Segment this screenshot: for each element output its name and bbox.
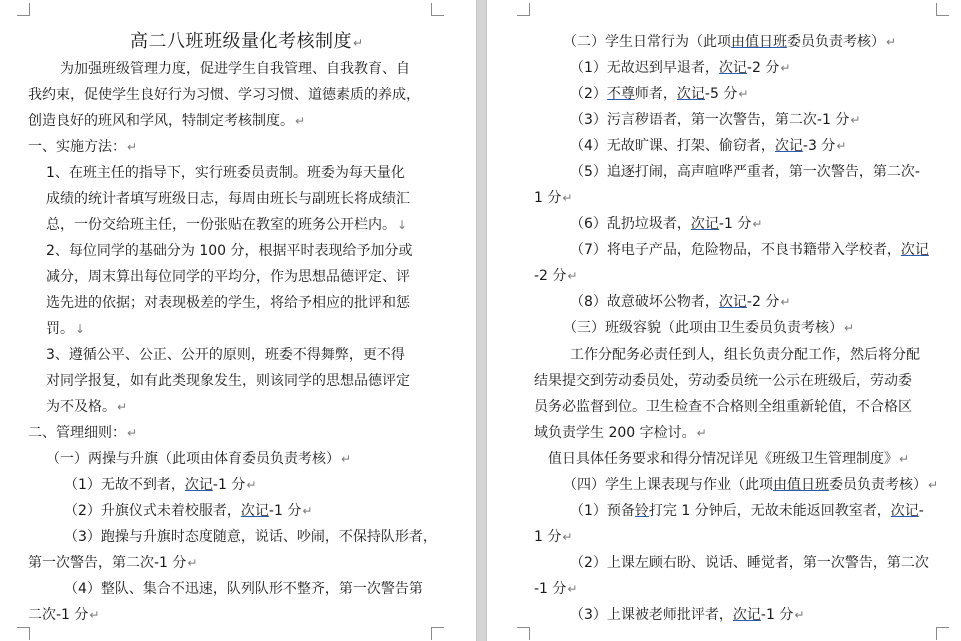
paragraph-mark: ↵ bbox=[899, 452, 910, 466]
text-line[interactable] bbox=[534, 397, 912, 417]
line-text: -1 分 bbox=[534, 581, 567, 597]
text-line[interactable] bbox=[570, 162, 920, 182]
line-text: 结果提交到劳动委员处，劳动委员统一公示在班级后，劳动委 bbox=[534, 373, 912, 389]
text-line[interactable] bbox=[570, 84, 748, 104]
paragraph-mark: ↓ bbox=[397, 218, 408, 232]
underlined-text: 铃 bbox=[634, 503, 649, 519]
text-line[interactable] bbox=[46, 267, 410, 287]
line-text: 第一次警告，第二次-1 分 bbox=[28, 555, 187, 571]
underlined-text: 次记 bbox=[890, 503, 919, 519]
line-text: （二）学生日常行为（此项 bbox=[563, 34, 731, 50]
paragraph-mark: ↵ bbox=[850, 113, 861, 127]
line-text: 工作分配务必责任到人，组长负责分配工作，然后将分配 bbox=[570, 347, 920, 363]
paragraph-mark: ↵ bbox=[836, 139, 847, 153]
underlined-text: 不尊 bbox=[606, 86, 635, 102]
text-line[interactable] bbox=[534, 579, 577, 599]
paragraph-mark: ↵ bbox=[844, 321, 855, 335]
line-text: （7）将电子产品，危险物品，不良书籍带入学校者， bbox=[570, 242, 901, 258]
paragraph-mark: ↵ bbox=[780, 295, 791, 309]
paragraph-mark: ↵ bbox=[187, 556, 198, 570]
line-text: 对同学报复，如有此类现象发生，则该同学的思想品德评定 bbox=[46, 373, 410, 389]
text-line[interactable] bbox=[46, 163, 405, 183]
paragraph-mark: ↵ bbox=[117, 400, 128, 414]
line-text: （1）预备 bbox=[570, 503, 635, 519]
line-text: 总，一份交给班主任，一份张贴在教室的班务公开栏内。 bbox=[46, 217, 396, 233]
text-line[interactable] bbox=[570, 345, 920, 365]
line-text: 1 分 bbox=[534, 529, 562, 545]
text-line[interactable] bbox=[563, 32, 896, 52]
line-text: 选先进的依据；对表现极差的学生，将给予相应的批评和惩 bbox=[46, 295, 410, 311]
line-text: 值日具体任务要求和得分情况详见《班级卫生管理制度》 bbox=[548, 451, 898, 467]
paragraph-mark: ↵ bbox=[127, 426, 138, 440]
text-line[interactable] bbox=[64, 501, 312, 521]
paragraph-mark: ↵ bbox=[794, 608, 805, 622]
line-text: -1 分 bbox=[212, 477, 246, 493]
line-text: 一、实施方法： bbox=[28, 139, 126, 155]
underlined-text: 次记 bbox=[240, 503, 269, 519]
line-text: 2、每位同学的基础分为 100 分，根据平时表现给予加分或 bbox=[46, 243, 413, 259]
line-text: 域负责学生 200 字检讨。 bbox=[534, 425, 696, 441]
text-line[interactable] bbox=[64, 579, 423, 599]
line-text: 二次-1 分 bbox=[28, 607, 89, 623]
underlined-text: 次记 bbox=[718, 60, 747, 76]
text-line[interactable] bbox=[46, 397, 127, 417]
text-line[interactable] bbox=[570, 58, 790, 78]
line-text: 委员负责考核） bbox=[787, 34, 885, 50]
text-line[interactable] bbox=[534, 188, 572, 208]
line-text: （2） bbox=[570, 86, 607, 102]
line-text: （8）故意破坏公物者， bbox=[570, 294, 719, 310]
paragraph-mark: ↵ bbox=[295, 114, 306, 128]
paragraph-mark: ↵ bbox=[780, 61, 791, 75]
crop-mark bbox=[517, 627, 530, 640]
line-text: （四）学生上课表现与作业（此项 bbox=[563, 477, 773, 493]
line-text: -1 分 bbox=[268, 503, 302, 519]
line-text: 为不及格。 bbox=[46, 399, 116, 415]
text-line[interactable] bbox=[570, 501, 924, 521]
crop-mark bbox=[17, 3, 30, 16]
paragraph-mark: ↵ bbox=[886, 35, 897, 49]
text-line[interactable] bbox=[534, 371, 912, 391]
line-text: （3）上课被老师批评者， bbox=[570, 607, 733, 623]
text-line[interactable] bbox=[64, 527, 437, 547]
line-text: 师者， bbox=[634, 86, 677, 102]
underlined-text: 次记 bbox=[732, 607, 761, 623]
line-text: 成绩的统计者填写班级日志，每周由班长与副班长将成绩汇 bbox=[46, 191, 410, 207]
line-text: （6）乱扔垃圾者， bbox=[570, 216, 691, 232]
underlined-text: 次记 bbox=[718, 294, 747, 310]
text-line[interactable] bbox=[46, 189, 410, 209]
line-text: 创造良好的班风和学风，特制定考核制度。 bbox=[28, 113, 294, 129]
line-text: （3）跑操与升旗时态度随意，说话、吵闹，不保持队形者， bbox=[64, 529, 437, 545]
underlined-text: 由值日班 bbox=[731, 34, 787, 50]
text-line[interactable] bbox=[534, 527, 572, 547]
text-line[interactable] bbox=[534, 423, 707, 443]
paragraph-mark: ↵ bbox=[696, 426, 707, 440]
line-text: -5 分 bbox=[704, 86, 738, 102]
paragraph-mark: ↵ bbox=[246, 478, 257, 492]
crop-mark bbox=[517, 3, 530, 16]
line-text: 1 分 bbox=[534, 190, 562, 206]
document-title[interactable]: 高二八班班级量化考核制度↵ bbox=[130, 31, 364, 52]
line-text: （4）无故旷课、打架、偷窃者， bbox=[570, 138, 775, 154]
text-line[interactable] bbox=[28, 605, 99, 625]
line-text: -1 分 bbox=[760, 607, 794, 623]
underlined-text: 次记 bbox=[774, 138, 803, 154]
line-text: -2 分 bbox=[746, 60, 780, 76]
text-line[interactable] bbox=[46, 293, 410, 313]
line-text: （三）班级容貌（此项由卫生委员负责考核） bbox=[563, 320, 843, 336]
line-text: - bbox=[918, 503, 924, 519]
text-line[interactable] bbox=[60, 59, 410, 79]
text-line[interactable] bbox=[46, 215, 407, 235]
text-line[interactable] bbox=[563, 318, 854, 338]
line-text: （1）无故不到者， bbox=[64, 477, 185, 493]
text-line[interactable] bbox=[563, 475, 938, 495]
line-text: 3、遵循公平、公正、公开的原则，班委不得舞弊，更不得 bbox=[46, 347, 405, 363]
paragraph-mark: ↵ bbox=[341, 452, 352, 466]
paragraph-mark: ↵ bbox=[752, 217, 763, 231]
text-line[interactable] bbox=[570, 553, 929, 573]
paragraph-mark: ↓ bbox=[75, 322, 86, 336]
line-text: （5）追逐打闹，高声喧哗严重者，第一次警告，第二次- bbox=[570, 164, 920, 180]
line-text: （1）无故迟到早退者， bbox=[570, 60, 719, 76]
page-gap bbox=[476, 0, 487, 641]
line-text: 罚。 bbox=[46, 321, 74, 337]
paragraph-mark: ↵ bbox=[127, 140, 138, 154]
line-text: 二、管理细则： bbox=[28, 425, 126, 441]
underlined-text: 次记 bbox=[184, 477, 213, 493]
line-text: 1、在班主任的指导下，实行班委员责制。班委为每天量化 bbox=[46, 165, 405, 181]
line-text: 为加强班级管理力度，促进学生自我管理、自我教育、自 bbox=[60, 61, 410, 77]
line-text: -2 分 bbox=[746, 294, 780, 310]
text-line[interactable] bbox=[46, 319, 85, 339]
line-text: 我约束，促使学生良好行为习惯、学习习惯、道德素质的养成， bbox=[28, 87, 420, 103]
text-line[interactable] bbox=[64, 475, 256, 495]
text-line[interactable] bbox=[28, 111, 305, 131]
text-line[interactable] bbox=[46, 449, 351, 469]
line-text: 减分，周末算出每位同学的平均分，作为思想品德评定、评 bbox=[46, 269, 410, 285]
line-text: （2）上课左顾右盼、说话、睡觉者，第一次警告，第二次 bbox=[570, 555, 929, 571]
line-text: （一）两操与升旗（此项由体育委员负责考核） bbox=[46, 451, 340, 467]
text-line[interactable] bbox=[570, 136, 846, 156]
text-line[interactable] bbox=[570, 605, 804, 625]
crop-mark bbox=[431, 627, 444, 640]
line-text: 打完 1 分钟后，无故未能返回教室者， bbox=[648, 503, 891, 519]
paragraph-mark: ↵ bbox=[89, 608, 100, 622]
crop-mark bbox=[936, 3, 949, 16]
paragraph-mark: ↵ bbox=[738, 87, 749, 101]
text-line[interactable] bbox=[548, 449, 909, 469]
line-text: 委员负责考核） bbox=[829, 477, 927, 493]
paragraph-mark: ↵ bbox=[928, 478, 939, 492]
crop-mark bbox=[936, 627, 949, 640]
text-line[interactable] bbox=[46, 345, 405, 365]
underlined-text: 次记 bbox=[690, 216, 719, 232]
text-line[interactable] bbox=[28, 423, 137, 443]
text-line[interactable] bbox=[28, 553, 197, 573]
paragraph-mark: ↵ bbox=[302, 504, 313, 518]
text-line[interactable] bbox=[570, 240, 929, 260]
underlined-text: 由值日班 bbox=[773, 477, 829, 493]
paragraph-mark: ↵ bbox=[567, 269, 578, 283]
underlined-text: 次记 bbox=[676, 86, 705, 102]
line-text: （4）整队、集合不迅速，队列队形不整齐，第一次警告第 bbox=[64, 581, 423, 597]
paragraph-mark: ↵ bbox=[562, 191, 573, 205]
crop-mark bbox=[17, 627, 30, 640]
paragraph-mark: ↵ bbox=[562, 530, 573, 544]
line-text: -3 分 bbox=[802, 138, 836, 154]
crop-mark bbox=[431, 3, 444, 16]
text-line[interactable] bbox=[570, 214, 762, 234]
text-line[interactable] bbox=[534, 266, 577, 286]
document-page-left[interactable] bbox=[0, 0, 476, 641]
text-line[interactable] bbox=[28, 137, 137, 157]
text-line[interactable] bbox=[28, 85, 420, 105]
text-line[interactable] bbox=[46, 371, 410, 391]
paragraph-mark: ↵ bbox=[567, 582, 578, 596]
text-line[interactable] bbox=[570, 292, 790, 312]
underlined-text: 次记 bbox=[900, 242, 929, 258]
document-page-right[interactable] bbox=[487, 0, 961, 641]
line-text: 员务必监督到位。卫生检查不合格则全组重新轮值，不合格区 bbox=[534, 399, 912, 415]
line-text: -2 分 bbox=[534, 268, 567, 284]
line-text: （3）污言秽语者，第一次警告，第二次-1 分 bbox=[570, 112, 850, 128]
text-line[interactable] bbox=[46, 241, 413, 261]
line-text: （2）升旗仪式未着校服者， bbox=[64, 503, 241, 519]
text-line[interactable] bbox=[570, 110, 860, 130]
line-text: -1 分 bbox=[718, 216, 752, 232]
